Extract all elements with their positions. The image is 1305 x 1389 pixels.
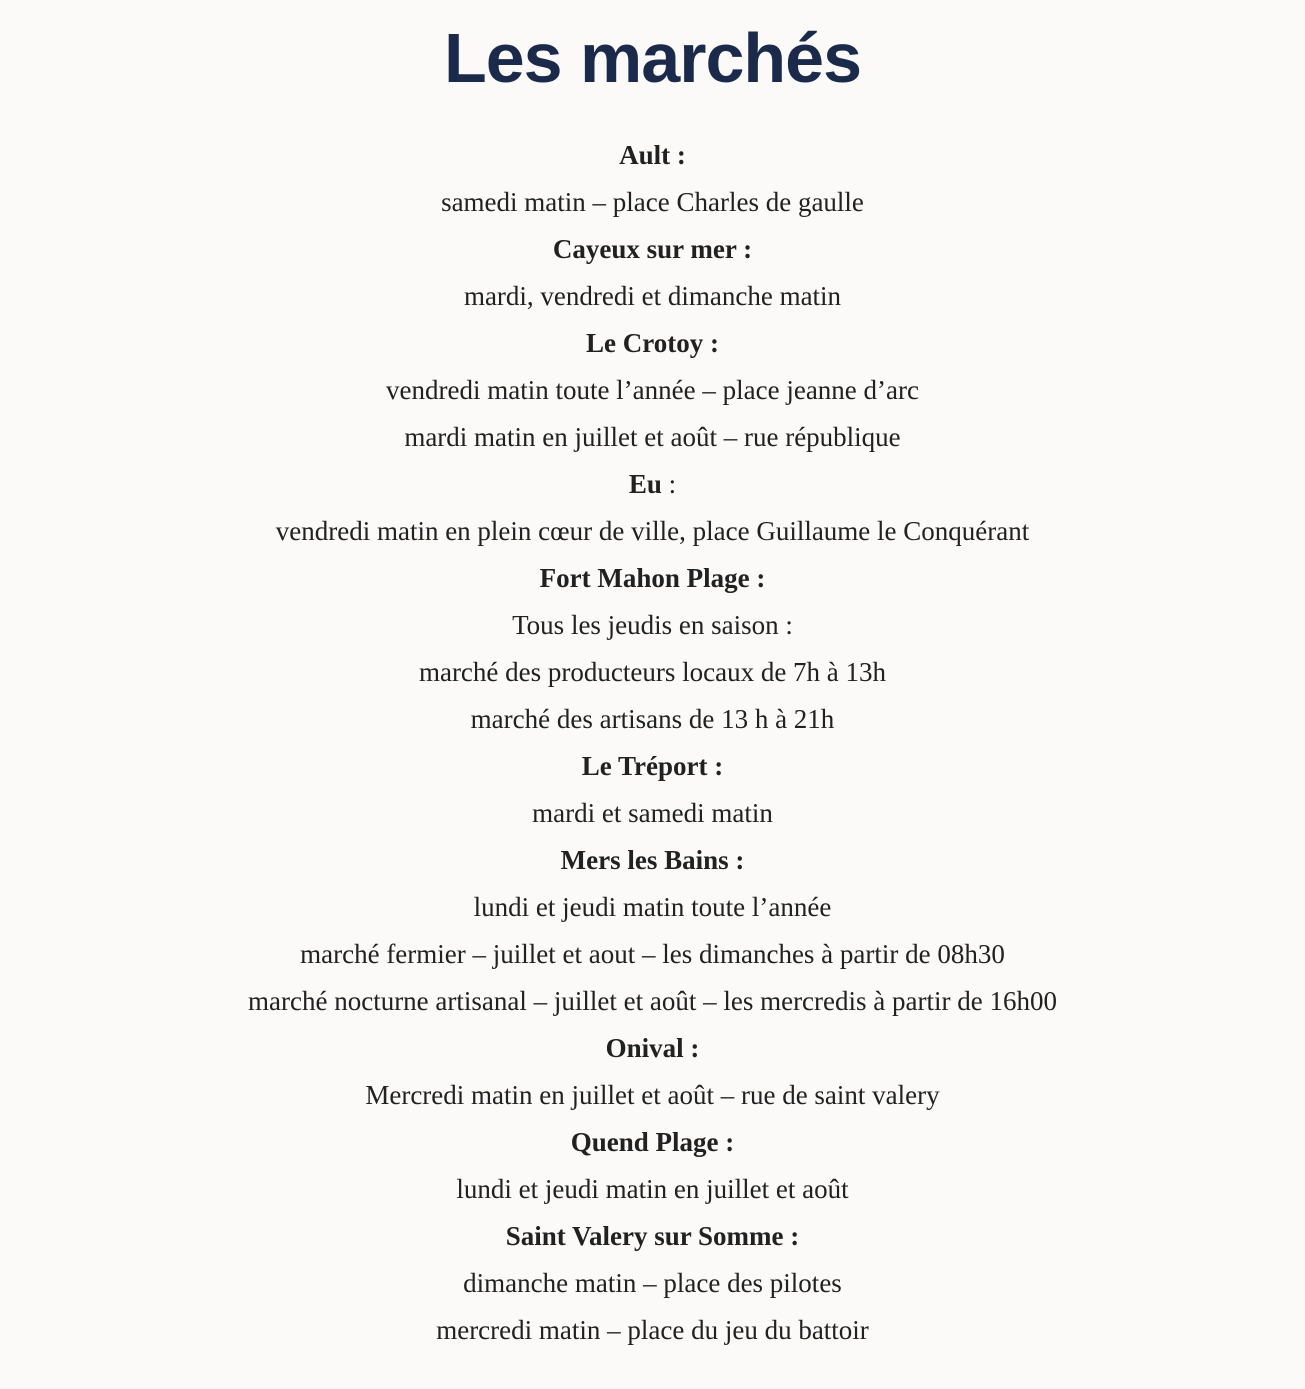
market-heading [0, 132, 1305, 179]
market-heading [0, 743, 1305, 790]
market-detail-line: mardi, vendredi et dimanche matin [463, 281, 842, 311]
market-heading [0, 226, 1305, 273]
market-name: Saint Valery sur Somme : [505, 1221, 800, 1251]
market-detail-line: marché des producteurs locaux de 7h à 13h [418, 657, 887, 687]
market-heading [0, 320, 1305, 367]
market-detail-line: marché des artisans de 13 h à 21h [470, 704, 835, 734]
market-section [0, 837, 1305, 1025]
market-section [0, 132, 1305, 226]
market-detail-line: lundi et jeudi matin en juillet et août [456, 1174, 849, 1204]
market-heading [0, 1119, 1305, 1166]
market-name: Fort Mahon Plage : [539, 563, 766, 593]
market-detail-line: mardi et samedi matin [532, 798, 773, 828]
market-heading [0, 837, 1305, 884]
market-name: Cayeux sur mer : [552, 234, 753, 264]
market-name: Mers les Bains : [560, 845, 745, 875]
market-name: Onival : [605, 1033, 700, 1063]
market-section [0, 743, 1305, 837]
market-detail-line: Mercredi matin en juillet et août – rue de saint valery [365, 1080, 940, 1110]
market-detail-line: vendredi matin toute l’année – place jeanne d’arc [386, 375, 919, 405]
market-detail-line: mercredi matin – place du jeu du battoir [436, 1315, 869, 1345]
market-name: Le Crotoy : [586, 328, 719, 358]
market-detail-line: dimanche matin – place des pilotes [463, 1268, 842, 1298]
market-list [0, 132, 1305, 1354]
market-heading [0, 1025, 1305, 1072]
market-detail-line: marché nocturne artisanal – juillet et août – les mercredis à partir de 16h00 [248, 986, 1057, 1016]
market-section [0, 226, 1305, 320]
market-section [0, 1119, 1305, 1213]
market-section [0, 320, 1305, 461]
market-section [0, 1025, 1305, 1119]
market-detail-line: samedi matin – place Charles de gaulle [441, 187, 864, 217]
market-heading [0, 555, 1305, 602]
market-name: Eu [628, 469, 662, 499]
market-detail-line: Tous les jeudis en saison : [512, 610, 793, 640]
market-name: Quend Plage : [570, 1127, 735, 1157]
market-section [0, 1213, 1305, 1354]
market-heading-suffix: : [661, 469, 677, 499]
market-name: Le Tréport : [581, 751, 724, 781]
market-detail-line: vendredi matin en plein cœur de ville, place Guillaume le Conquérant [275, 516, 1030, 546]
market-section [0, 555, 1305, 743]
market-detail-line: mardi matin en juillet et août – rue république [404, 422, 901, 452]
page-title: Les marchés [443, 19, 862, 97]
market-heading [0, 1213, 1305, 1260]
market-detail-line: lundi et jeudi matin toute l’année [473, 892, 832, 922]
market-heading [0, 461, 1305, 508]
market-name: Ault : [619, 140, 686, 170]
market-detail-line: marché fermier – juillet et aout – les dimanches à partir de 08h30 [300, 939, 1005, 969]
market-section [0, 461, 1305, 555]
